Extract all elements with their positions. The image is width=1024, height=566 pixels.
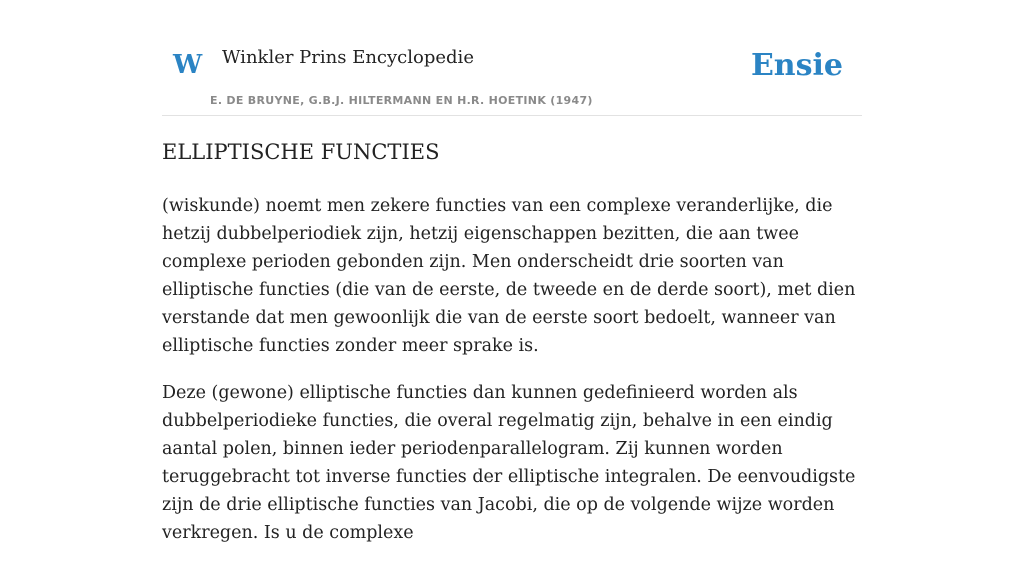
publication-authors: E. DE BRUYNE, G.B.J. HILTERMANN EN H.R. HOETINK (1947) [210, 94, 593, 107]
article-title: ELLIPTISCHE FUNCTIES [162, 140, 440, 164]
publication-logo[interactable]: W [173, 50, 203, 80]
site-header [162, 0, 862, 116]
article-paragraph: Deze (gewone) elliptische functies dan kunnen gedefinieerd worden als dubbelperiodieke functies, die overal regelmatig zijn, behalve in een eindig aantal polen, binnen ieder periodenparallelogram. Zij kunnen worden teruggebracht tot inverse functies der elliptische integralen. De eenvoudigste zijn de drie elliptische functies van Jacobi, die op de volgende wijze worden verkregen. Is u de complexe [162, 383, 856, 543]
article-body [162, 192, 862, 566]
publication-title[interactable]: Winkler Prins Encyclopedie [222, 47, 474, 68]
ensie-brand-logo[interactable]: Ensie [750, 48, 843, 83]
article-paragraph: (wiskunde) noemt men zekere functies van een complexe veranderlijke, die hetzij dubbelperiodiek zijn, hetzij eigenschappen bezitten, die aan twee complexe perioden gebonden zijn. Men onderscheidt drie soorten van elliptische functies (die van de eerste, de tweede en de derde soort), met dien verstande dat men gewoonlijk die van de eerste soort bedoelt, wanneer van elliptische functies zonder meer sprake is. [162, 196, 856, 356]
